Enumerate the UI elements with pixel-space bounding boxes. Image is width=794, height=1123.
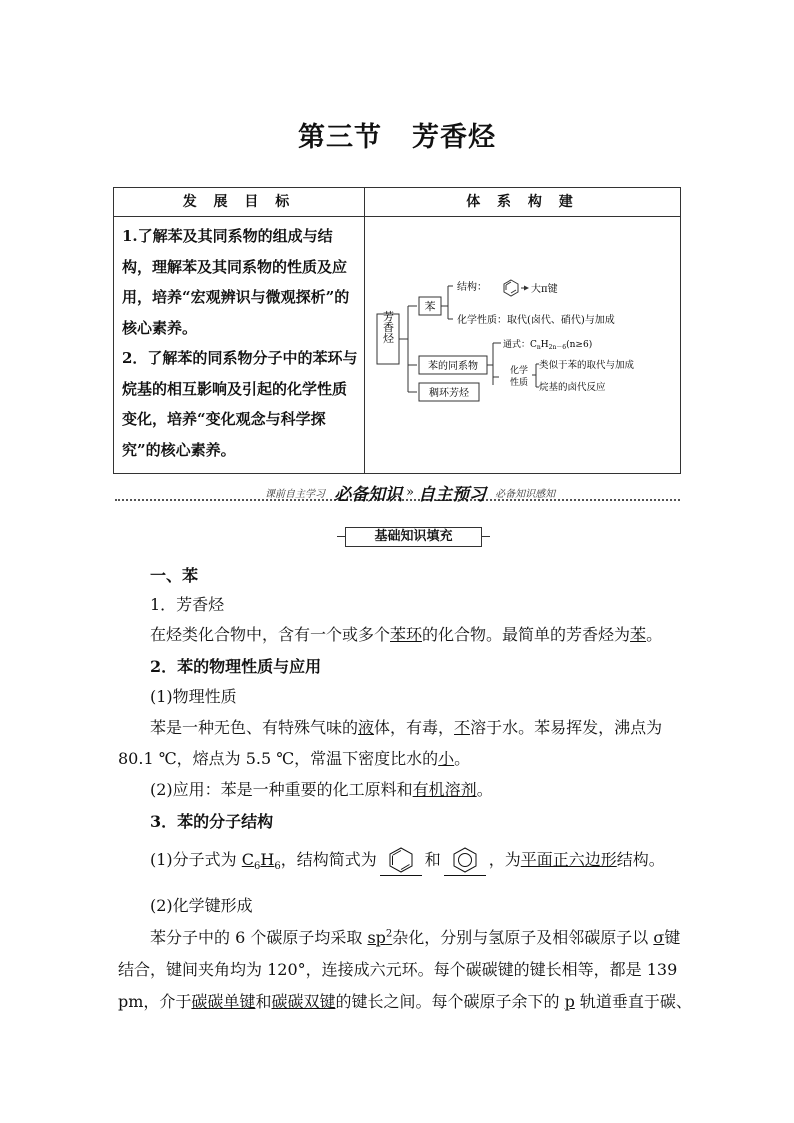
para-physical-1: 苯是一种无色、有特殊气味的液体，有毒，不溶于水。苯易挥发，沸点为	[150, 718, 663, 737]
heading-aromatic: 1．芳香烃	[150, 595, 225, 614]
para-formula: (1)分子式为 $C_6H_6$，结构简式为 和 ，为平面正六边形结构。	[150, 843, 720, 884]
banner-main-1: 必备知识	[334, 485, 403, 505]
title-part2: 芳香烃	[412, 122, 496, 153]
homolog-chem-prop: 化学性质	[510, 366, 529, 388]
para-bond-3: pm，介于碳碳单键和碳碳双键的键长之间。每个碳原子余下的 p 轨道垂直于碳、	[118, 992, 692, 1011]
homolog-prop-1: 类似于苯的取代与加成	[539, 360, 635, 371]
heading-structure: 3．苯的分子结构	[150, 812, 274, 831]
page-title	[0, 115, 794, 154]
goal-table	[113, 187, 681, 474]
homolog-label: 苯的同系物	[428, 361, 478, 372]
banner-left: 课前自主学习	[265, 489, 325, 500]
chevron-right-icon: »	[406, 485, 415, 500]
structure-label: 结构：	[457, 282, 487, 293]
para-physical-2: 80.1 ℃，熔点为 5.5 ℃，常温下密度比水的小。	[118, 749, 471, 768]
goal-1: 1.了解苯及其同系物的组成与结构，理解苯及其同系物的性质及应用，培养“宏观辨识与微观探析”的核心素养。	[122, 227, 350, 337]
goals-cell	[114, 217, 365, 474]
heading-benzene: 一、苯	[150, 566, 199, 585]
title-part1: 第三节	[298, 122, 382, 153]
para-aromatic: 在烃类化合物中，含有一个或多个苯环的化合物。最简单的芳香烃为苯。	[150, 625, 663, 644]
banner-main-2: 自主预习	[418, 485, 487, 505]
para-application: (2)应用：苯是一种重要的化工原料和有机溶剂。	[150, 780, 493, 799]
ring-structure-answer	[444, 845, 486, 876]
formula: 通式：$C_nH_{2n-6}(n\ge 6)$	[503, 340, 593, 351]
goal-2: 2．了解苯的同系物分子中的苯环与烷基的相互影响及引起的化学性质变化，培养“变化观念与科学探究”的核心素养。	[122, 349, 358, 459]
header-system: 体 系 构 建	[365, 188, 681, 217]
header-goals: 发 展 目 标	[114, 188, 365, 217]
aromatic-benzene-icon	[444, 845, 486, 875]
pi-bond-label: 大π键	[531, 284, 558, 295]
section-tag: 基础知识填充	[345, 527, 482, 547]
kekule-structure-answer	[380, 845, 422, 876]
para-bond-1: 苯分子中的 6 个碳原子均采取 $sp^2$杂化，分别与氢原子及相邻碳原子以 σ键	[150, 928, 681, 947]
banner-right: 必备知识感知	[495, 489, 556, 500]
kekule-benzene-icon	[380, 845, 422, 875]
heading-physical: 2．苯的物理性质与应用	[150, 657, 322, 676]
heading-bond: (2)化学键形成	[150, 896, 253, 915]
homolog-prop-2: 烷基的卤代反应	[539, 382, 606, 393]
para-bond-2: 结合，键间夹角均为 120°，连接成六元环。每个碳碳键的键长相等，都是 139	[118, 960, 678, 979]
heading-physical-props: (1)物理性质	[150, 687, 237, 706]
root-label: 芳香烃	[381, 310, 395, 344]
fused-label: 稠环芳烃	[429, 388, 469, 399]
benzene-chem-prop: 化学性质：取代(卤代、硝代)与加成	[457, 315, 615, 326]
section-banner	[115, 480, 680, 504]
benzene-label: 苯	[424, 300, 436, 313]
system-diagram	[365, 217, 681, 474]
